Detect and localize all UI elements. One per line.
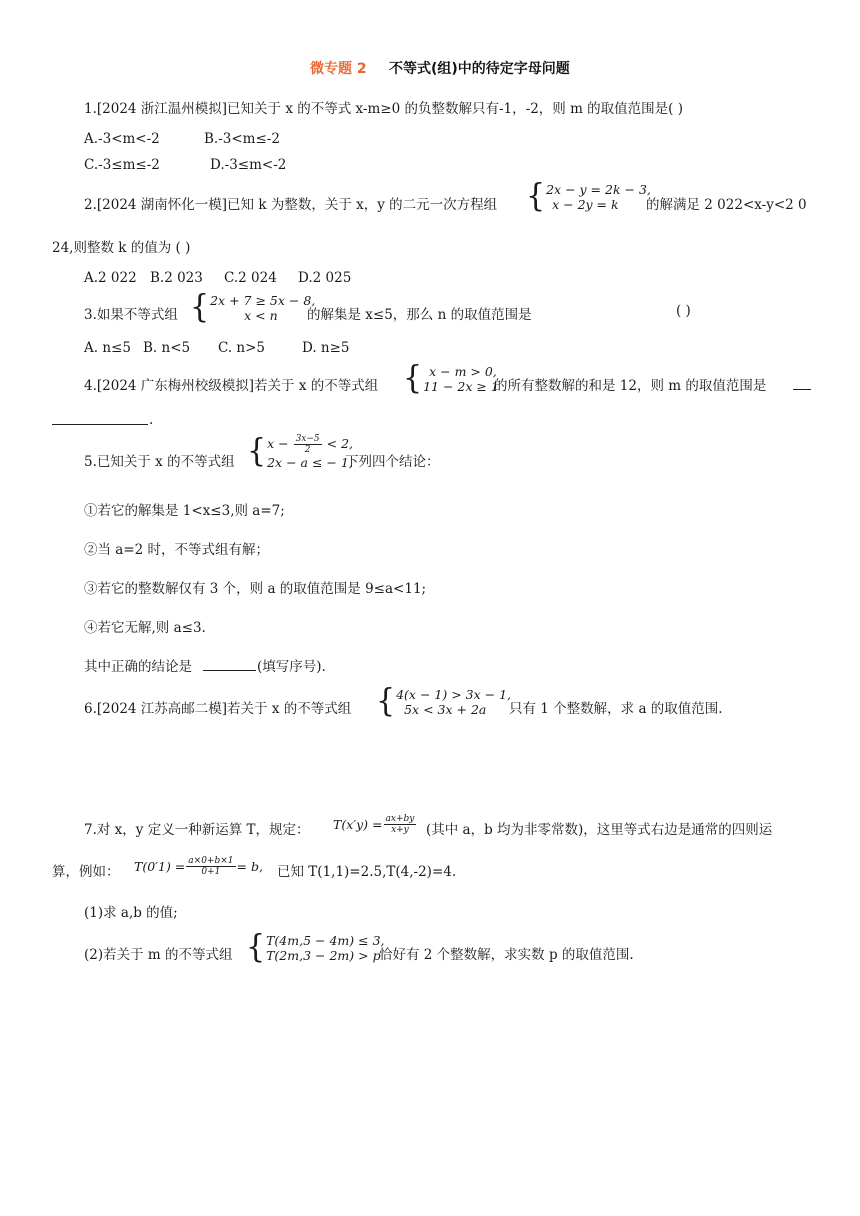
q5-conclusion-hint: (填写序号).: [257, 659, 326, 675]
q1-option-c: C.-3≤m≤-2: [84, 157, 160, 173]
q6-eq2: 5x < 3x + 2a: [404, 702, 487, 717]
brace-icon: {: [403, 360, 423, 397]
q2-option-d: D.2 025: [298, 270, 352, 286]
q2-option-b: B.2 023: [150, 270, 203, 286]
q7-part-2-cont: 恰好有 2 个整数解，求实数 p 的取值范围.: [379, 947, 634, 963]
question-2-stem: 2.[2024 湖南怀化一模]已知 k 为整数，关于 x，y 的二元一次方程组: [84, 197, 498, 213]
q5-fraction: [294, 434, 322, 455]
question-2-line2: 24,则整数 k 的值为 ( ): [52, 240, 191, 256]
q7-example: [134, 856, 263, 877]
question-3-stem-cont: 的解集是 x≤5，那么 n 的取值范围是: [307, 307, 532, 323]
q5-inequality-system: [247, 434, 353, 470]
q1-option-b: B.-3<m≤-2: [204, 131, 280, 147]
page-title: 不等式(组)中的待定字母问题: [389, 61, 570, 77]
q2-option-c: C.2 024: [224, 270, 277, 286]
q7-inequality-system: [246, 929, 385, 966]
q7-example-numerator: a×0+b×1: [188, 856, 234, 866]
q5-statement-4: ④若它无解,则 a≤3.: [84, 620, 206, 636]
q1-option-d: D.-3≤m<-2: [210, 157, 287, 173]
q7-eq2: T(2m,3 − 2m) > p: [266, 948, 381, 963]
q5-fraction-denominator: 2: [304, 445, 311, 455]
q3-option-c: C. n>5: [218, 340, 266, 356]
q5-statement-2: ②当 a=2 时，不等式组有解；: [84, 542, 270, 558]
q2-eq1: 2x − y = 2k − 3,: [546, 182, 651, 197]
q3-answer-paren: ( ): [676, 303, 691, 319]
question-7-stem: 7.对 x，y 定义一种新运算 T，规定：: [84, 822, 310, 838]
q4-end-period: .: [149, 412, 154, 428]
q6-inequality-system: [376, 683, 511, 720]
brace-icon: {: [190, 289, 210, 326]
brace-icon: {: [526, 178, 546, 215]
q4-answer-blank[interactable]: [52, 424, 148, 425]
brace-icon: {: [247, 433, 267, 470]
q5-conclusion-label: 其中正确的结论是: [84, 659, 192, 675]
q7-def-numerator: ax+by: [385, 814, 415, 824]
question-2-stem-cont: 的解满足 2 022<x-y<2 0: [646, 197, 807, 213]
q7-def-denominator: x+y: [391, 825, 409, 835]
question-5-stem-cont: 下列四个结论：: [345, 454, 440, 470]
question-3-stem: 3.如果不等式组: [84, 307, 178, 323]
q4-answer-blank-start[interactable]: [793, 389, 811, 390]
q2-eq2: x − 2y = k: [552, 197, 619, 212]
question-7-line2-cont: 已知 T(1,1)=2.5,T(4,-2)=4.: [277, 864, 457, 880]
q7-definition: [333, 814, 417, 835]
question-1-stem: 1.[2024 浙江温州模拟]已知关于 x 的不等式 x-m≥0 的负整数解只有-1，-2，则 m 的取值范围是( ): [84, 101, 683, 117]
q2-option-a: A.2 022: [84, 270, 137, 286]
q7-definition-lhs: T(x′y) =: [333, 817, 383, 832]
q5-fraction-numerator: 3x−5: [295, 434, 320, 444]
q3-eq1: 2x + 7 ≥ 5x − 8,: [210, 293, 316, 308]
q1-option-a: A.-3<m<-2: [84, 131, 160, 147]
q5-eq1-part2: < 2,: [326, 436, 354, 451]
q3-inequality-system: [190, 289, 316, 326]
q7-example-denominator: 0+1: [201, 867, 221, 877]
q7-eq1: T(4m,5 − 4m) ≤ 3,: [266, 933, 385, 948]
title-lead: 微专题 2: [310, 61, 367, 77]
question-7-stem-cont: (其中 a，b 均为非零常数)，这里等式右边是通常的四则运: [426, 822, 773, 838]
brace-icon: {: [376, 683, 396, 720]
q3-option-b: B. n<5: [143, 340, 191, 356]
q7-example-fraction: [186, 856, 235, 877]
q7-example-lhs: T(0′1) =: [134, 859, 186, 874]
q6-eq1: 4(x − 1) > 3x − 1,: [396, 687, 511, 702]
q2-equation-system: [526, 178, 651, 215]
question-4-stem-cont: 的所有整数解的和是 12，则 m 的取值范围是: [494, 378, 767, 394]
question-6-stem-cont: 只有 1 个整数解，求 a 的取值范围.: [509, 701, 723, 717]
q4-eq1: x − m > 0,: [429, 364, 497, 379]
q4-eq2: 11 − 2x ≥ 1: [423, 379, 499, 394]
q5-eq1-part1: x −: [267, 436, 289, 451]
q7-part-2: (2)若关于 m 的不等式组: [84, 947, 233, 963]
q5-answer-blank[interactable]: [203, 670, 256, 671]
q7-part-1: (1)求 a,b 的值;: [84, 905, 178, 921]
q5-statement-1: ①若它的解集是 1<x≤3,则 a=7;: [84, 503, 285, 519]
question-6-stem: 6.[2024 江苏高邮二模]若关于 x 的不等式组: [84, 701, 352, 717]
q4-inequality-system: [403, 360, 499, 397]
q3-option-a: A. n≤5: [84, 340, 131, 356]
question-5-stem: 5.已知关于 x 的不等式组: [84, 454, 235, 470]
q7-example-rhs: = b,: [236, 859, 263, 874]
q3-option-d: D. n≥5: [302, 340, 350, 356]
brace-icon: {: [246, 929, 266, 966]
question-4-stem: 4.[2024 广东梅州校级模拟]若关于 x 的不等式组: [84, 378, 379, 394]
q7-definition-fraction: [384, 814, 417, 835]
question-7-line2: 算，例如：: [52, 864, 120, 880]
q5-eq2: 2x − a ≤ − 1,: [267, 455, 353, 470]
q5-statement-3: ③若它的整数解仅有 3 个，则 a 的取值范围是 9≤a<11;: [84, 581, 427, 597]
q3-eq2: x < n: [244, 308, 278, 323]
